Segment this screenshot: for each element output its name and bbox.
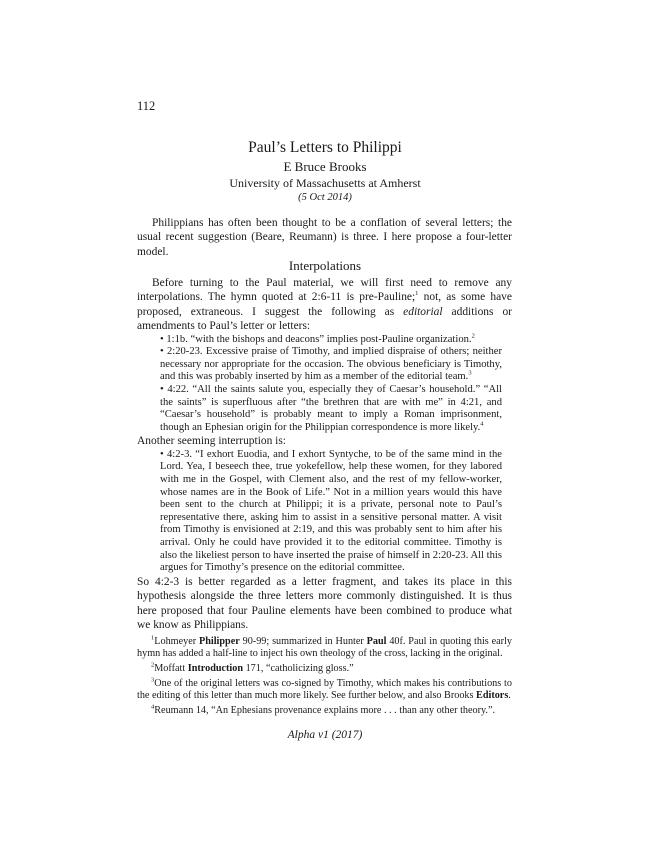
intro-text-2: not, as some have proposed, extraneous. I suggest the following as bbox=[137, 291, 512, 318]
conclusion-paragraph: So 4:2-3 is better regarded as a letter fragment, and takes its place in this hypothesis alongside the three letters more commonly distinguished. It is thus here proposed that four Pauline elements have been combined to produce what we know as Philippians. bbox=[137, 575, 512, 631]
bullet-item bbox=[160, 346, 502, 384]
footnote-text: One of the original letters was co-signed by Timothy, which makes his contributions to the editing of this letter than much more likely. See further below, and also Brooks bbox=[137, 677, 512, 702]
footnote-text: Moffatt bbox=[154, 663, 188, 675]
footnote-number: 1 bbox=[151, 634, 155, 642]
footnote bbox=[137, 636, 512, 661]
footnote bbox=[137, 663, 512, 675]
footnote-bold-title: Paul bbox=[366, 636, 387, 647]
intro-text-3: additions or amendments to Paul’s letter or letters: bbox=[137, 305, 512, 333]
bullet-item bbox=[160, 334, 502, 347]
abstract-text: Philippians has often been thought to be a conflation of several letters; the usual recent suggestion (Beare, Reumann) is three. I here propose a four-letter model. bbox=[137, 217, 512, 258]
emphasis-editorial: editorial bbox=[403, 305, 443, 318]
footnote-ref-1: 1 bbox=[415, 290, 419, 298]
section-heading: Interpolations bbox=[288, 258, 362, 273]
intro-text-1: Before turning to the Paul material, we will first need to remove any interpolations. The hymn quoted at 2:6-11 is pre-Pauline; bbox=[137, 277, 512, 304]
footnote-bold-title: Editors bbox=[476, 690, 509, 702]
footnote-bold-title: Introduction bbox=[187, 663, 244, 675]
bullet-item: • 4:2-3. “I exhort Euodia, and I exhort Syntyche, to be of the same mind in the Lord. Yea, I beseech thee, true yokefellow, help these women, for they labored with me in the Gospel, with Clement also, and the rest of my fellow-worker, whose names are in the Book of Life.” Not in a million years would this have been sent to the church at Philippi; it is a private, personal note to Paul’s representative there, asking him to assist in a sensitive personal matter. A visit from Timothy is envisioned at 2:19, and this was probably sent to him after his arrival. Only he could have provided it to the editorial committee. Timothy is also the likeliest person to have inserted the praise of himself in 2:20-23. All this argues for Timothy’s presence on the editorial committee. bbox=[160, 448, 502, 574]
footnote-number: 4 bbox=[151, 703, 155, 711]
footnote-text: Lohmeyer bbox=[154, 636, 199, 647]
footnote-number: 2 bbox=[151, 661, 155, 669]
footnote-ref-4: 4 bbox=[480, 420, 484, 428]
footnote-text: 171, “catholicizing gloss.” bbox=[243, 663, 354, 675]
bullet-text: • 1:1b. “with the bishops and deacons” implies post-Pauline organization. bbox=[160, 333, 472, 345]
footnote-number: 3 bbox=[151, 676, 155, 684]
publication-date: (5 Oct 2014) bbox=[298, 192, 352, 203]
footnote bbox=[137, 705, 512, 717]
bullet-text: • 2:20-23. Excessive praise of Timothy, and implied dispraise of others; neither necessary nor appropriate for the occasion. The obvious beneficiary is Timothy, and this was probably inserted by him as a member of the editorial team. bbox=[160, 346, 502, 383]
section-body bbox=[137, 276, 512, 632]
author-affiliation: University of Massachusetts at Amherst bbox=[229, 176, 421, 190]
footer-edition: Alpha v1 (2017) bbox=[287, 729, 363, 741]
footnote bbox=[137, 678, 512, 703]
author-name: E Bruce Brooks bbox=[283, 159, 367, 174]
footnote-text: 40f. Paul in quoting this early hymn has added a half-line to inject his own theology of the cross, lacking in the original. bbox=[137, 636, 512, 660]
bullet-item bbox=[160, 384, 502, 434]
footnote-bold-title: Philipper bbox=[198, 636, 240, 647]
footnote-ref-3: 3 bbox=[468, 369, 472, 377]
intro-paragraph bbox=[137, 276, 512, 334]
abstract-paragraph bbox=[137, 216, 512, 259]
footnote-text: Reumann 14, “An Ephesians provenance explains more . . . than any other theory.”. bbox=[154, 704, 496, 716]
another-interruption-line: Another seeming interruption is: bbox=[137, 435, 286, 448]
footnote-text: 90-99; summarized in Hunter bbox=[239, 636, 367, 647]
footnotes bbox=[137, 636, 512, 720]
footnote-ref-2: 2 bbox=[471, 332, 475, 340]
page-number: 112 bbox=[137, 99, 156, 113]
bullet-text: • 4:22. “All the saints salute you, especially they of Caesar’s household.” “All the saints” is superfluous after “the brethren that are with me” in 4:21, and “Caesar’s household” is probably meant to imply a Roman imprisonment, though an Ephesian origin for the Philippian correspondence is more likely. bbox=[160, 384, 502, 433]
footnote-text: . bbox=[508, 690, 511, 702]
paper-title: Paul’s Letters to Philippi bbox=[248, 139, 402, 156]
